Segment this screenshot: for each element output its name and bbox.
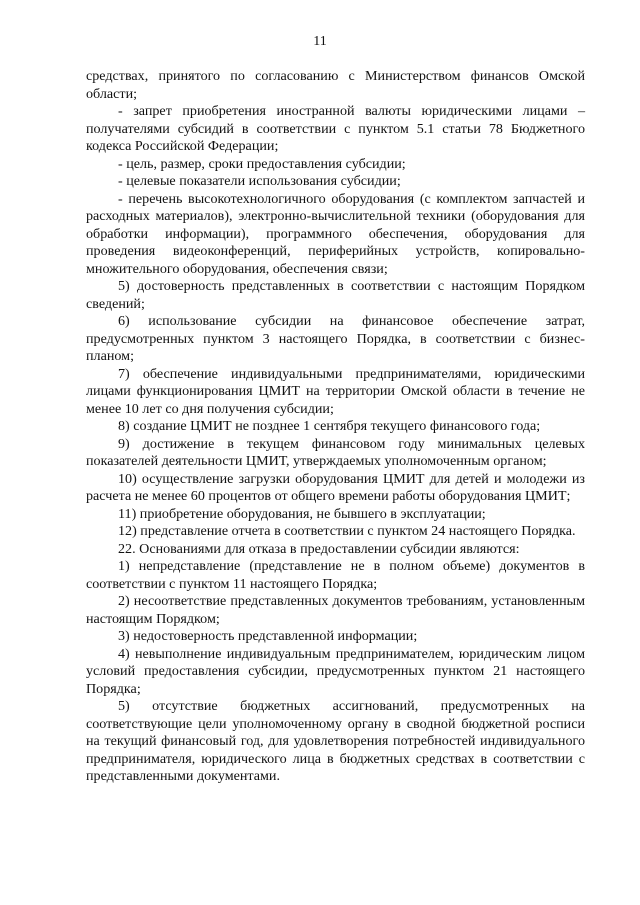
paragraph: 11) приобретение оборудования, не бывшего в эксплуатации; (118, 505, 486, 522)
paragraph: 10) осуществление загрузки оборудования ЦМИТ для детей и молодежи из расчета не менее 60 процентов от общего времени работы оборудования ЦМИТ; (86, 470, 585, 504)
paragraph: 7) обеспечение индивидуальными предпринимателями, юридическими лицами функционирования ЦМИТ на территории Омской области в течение не менее 10 лет со дня получения субсидии; (86, 365, 585, 417)
paragraph: 2) несоответствие представленных документов требованиям, установленным настоящим Порядком; (86, 593, 585, 627)
paragraph: 22. Основаниями для отказа в предоставлении субсидии являются: (118, 540, 520, 557)
paragraph: - запрет приобретения иностранной валюты юридическими лицами – получателями субсидий в соответствии с пунктом 5.1 статьи 78 Бюджетного кодекса Российской Федерации; (86, 103, 585, 154)
paragraph: - перечень высокотехнологичного оборудования (с комплектом запчастей и расходных материалов), электронно-вычислительной техники (оборудования для обработки информации), программного обеспечения, оборудования для проведения видеоконференций, периферийных устройств, копировально-множительного оборудования, обеспечения связи; (86, 190, 585, 277)
document-body (86, 68, 585, 786)
page-number: 11 (313, 34, 327, 49)
paragraph: 8) создание ЦМИТ не позднее 1 сентября текущего финансового года; (118, 418, 541, 434)
paragraph: 1) непредставление (представление не в полном объеме) документов в соответствии с пунктом 11 настоящего Порядка; (86, 558, 585, 592)
paragraph: 4) невыполнение индивидуальным предпринимателем, юридическим лицом условий предоставления субсидии, предусмотренных пунктом 21 настоящего Порядка; (86, 645, 585, 697)
paragraph: 5) отсутствие бюджетных ассигнований, предусмотренных на соответствующие цели уполномоченному органу в сводной бюджетной росписи на текущий финансовый год, для удовлетворения потребностей индивидуального предпринимателя, юридического лица в бюджетных средствах в соответствии с представленными документами. (86, 698, 585, 784)
paragraph: 3) недостоверность представленной информации; (118, 628, 418, 644)
paragraph: 6) использование субсидии на финансовое обеспечение затрат, предусмотренных пунктом 3 настоящего Порядка, в соответствии с бизнес-планом; (86, 313, 585, 364)
paragraph: 5) достоверность представленных в соответствии с настоящим Порядком сведений; (86, 278, 585, 312)
paragraph: - целевые показатели использования субсидии; (118, 173, 401, 189)
paragraph: средствах, принятого по согласованию с Министерством финансов Омской области; (86, 68, 585, 102)
paragraph: 12) представление отчета в соответствии с пунктом 24 настоящего Порядка. (118, 523, 576, 539)
paragraph: 9) достижение в текущем финансовом году минимальных целевых показателей деятельности ЦМИТ, утверждаемых уполномоченным органом; (86, 435, 585, 469)
paragraph: - цель, размер, сроки предоставления субсидии; (118, 155, 406, 172)
